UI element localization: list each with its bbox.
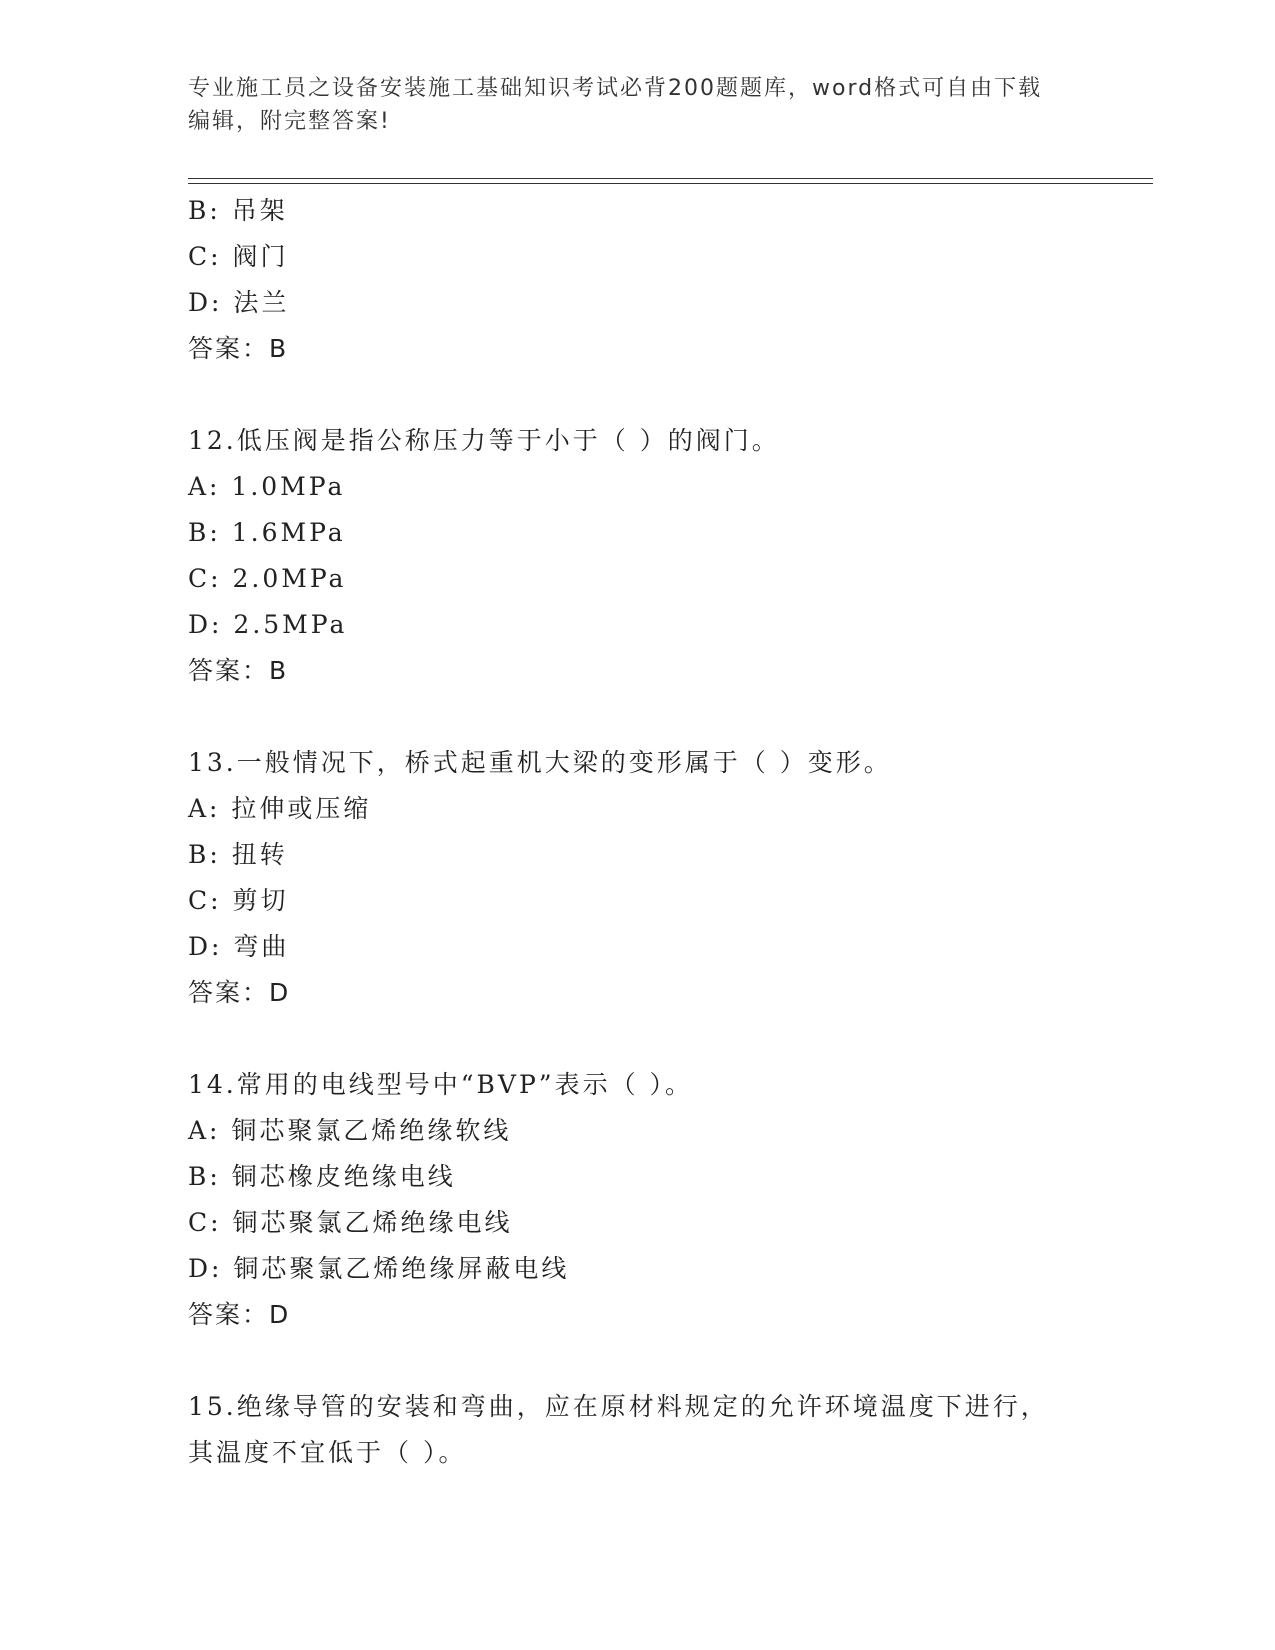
answer-line: 答案：D xyxy=(188,1300,291,1329)
question-13 xyxy=(188,740,1088,1016)
question-11-continued xyxy=(188,188,1088,372)
header-divider-bottom xyxy=(188,183,1153,184)
question-stem: 14.常用的电线型号中“BVP”表示（ ）。 xyxy=(188,1070,694,1099)
answer-line: 答案：B xyxy=(188,334,289,363)
answer-line: 答案：D xyxy=(188,978,291,1007)
option-d: D: 2.5MPa xyxy=(188,610,348,639)
header-divider-top xyxy=(188,178,1153,179)
option-b: B: 铜芯橡皮绝缘电线 xyxy=(188,1162,456,1191)
question-stem: 12.低压阀是指公称压力等于小于（ ）的阀门。 xyxy=(188,426,780,455)
option-c: C: 铜芯聚氯乙烯绝缘电线 xyxy=(188,1208,513,1237)
page-header xyxy=(188,72,1088,138)
question-stem: 13.一般情况下，桥式起重机大梁的变形属于（ ）变形。 xyxy=(188,748,892,777)
question-stem: 15.绝缘导管的安装和弯曲，应在原材料规定的允许环境温度下进行， xyxy=(188,1392,1049,1421)
question-content xyxy=(188,188,1088,1476)
answer-line: 答案：B xyxy=(188,656,289,685)
option-a: A: 1.0MPa xyxy=(188,472,346,501)
option-c: C: 2.0MPa xyxy=(188,564,347,593)
option-b: B: 吊架 xyxy=(188,196,288,225)
header-line-2: 编辑，附完整答案! xyxy=(188,109,391,134)
option-b: B: 1.6MPa xyxy=(188,518,346,547)
question-15 xyxy=(188,1384,1088,1476)
option-d: D: 铜芯聚氯乙烯绝缘屏蔽电线 xyxy=(188,1254,570,1283)
option-a: A: 拉伸或压缩 xyxy=(188,794,372,823)
question-14 xyxy=(188,1062,1088,1338)
header-line-1: 专业施工员之设备安装施工基础知识考试必背200题题库，word格式可自由下载 xyxy=(188,76,1043,101)
option-b: B: 扭转 xyxy=(188,840,288,869)
option-d: D: 法兰 xyxy=(188,288,290,317)
question-stem-continued: 其温度不宜低于（ ）。 xyxy=(188,1438,467,1467)
option-c: C: 阀门 xyxy=(188,242,289,271)
option-d: D: 弯曲 xyxy=(188,932,290,961)
question-12 xyxy=(188,418,1088,694)
option-c: C: 剪切 xyxy=(188,886,289,915)
option-a: A: 铜芯聚氯乙烯绝缘软线 xyxy=(188,1116,512,1145)
